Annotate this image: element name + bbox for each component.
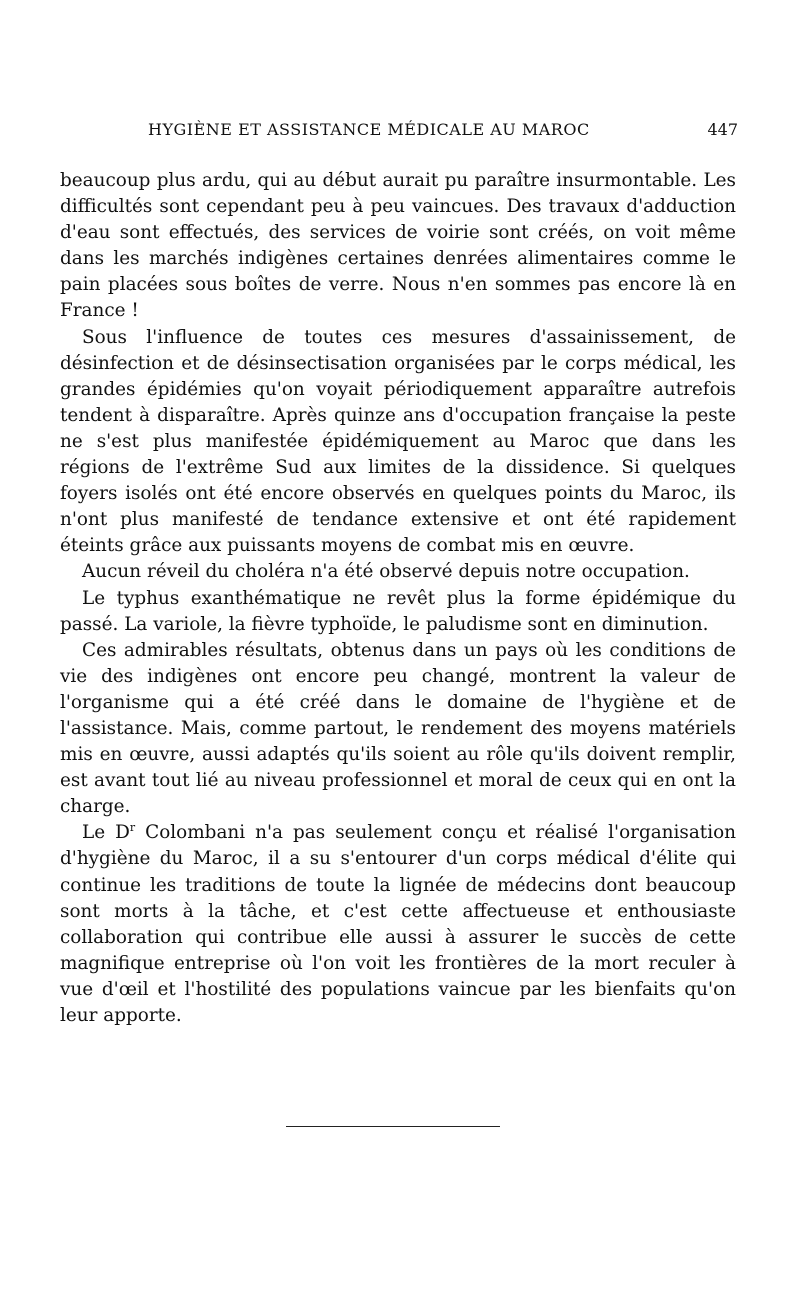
body-text xyxy=(60,168,736,1029)
paragraph-colombani-rest: Colombani n'a pas seulement conçu et réalisé l'organisation d'hygiène du Maroc, il a su s'entourer d'un corps médical d'élite qui continue les traditions de toute la lignée de médecins dont beaucoup sont morts à la tâche, et c'est cette affectueuse et enthousiaste collaboration qui contribue elle aussi à assurer le succès de cette magnifique entreprise où l'on voit les frontières de la mort reculer à vue d'œil et l'hostilité des populations vaincue par les bienfaits qu'on leur apporte. xyxy=(60,822,736,1026)
paragraph-typhus: Le typhus exanthématique ne revêt plus la forme épidémique du passé. La variole, la fièvre typhoïde, le paludisme sont en diminution. xyxy=(60,587,736,635)
paragraph-colombani xyxy=(60,820,736,1029)
paragraph-continuation: beaucoup plus ardu, qui au début aurait pu paraître insurmontable. Les difficultés sont cependant peu à peu vaincues. Des travaux d'adduction d'eau sont effectués, des services de voirie sont créés, on voit même dans les marchés indigènes certaines denrées alimentaires comme le pain placées sous boîtes de verre. Nous n'en sommes pas encore là en France ! xyxy=(60,170,736,322)
running-header xyxy=(60,120,740,144)
doctor-superscript: r xyxy=(129,821,136,835)
paragraph-cholera: Aucun réveil du choléra n'a été observé depuis notre occupation. xyxy=(82,561,690,583)
paragraph-results: Ces admirables résultats, obtenus dans un pays où les conditions de vie des indigènes ont encore peu changé, montrent la valeur de l'organisme qui a été créé dans le domaine de l'hygiène et de l'assistance. Mais, comme partout, le rendement des moyens matériels mis en œuvre, aussi adaptés qu'ils soient au rôle qu'ils doivent remplir, est avant tout lié au niveau professionnel et moral de ceux qui en ont la charge. xyxy=(60,639,736,818)
page-number: 447 xyxy=(707,120,738,139)
running-title: HYGIÈNE ET ASSISTANCE MÉDICALE AU MAROC xyxy=(148,120,590,139)
paragraph-epidemics: Sous l'influence de toutes ces mesures d'assainissement, de désinfection et de désinsectisation organisées par le corps médical, les grandes épidémies qu'on voyait périodiquement apparaître autrefois tendent à disparaître. Après quinze ans d'occupation française la peste ne s'est plus manifestée épidémiquement au Maroc que dans les régions de l'extrême Sud aux limites de la dissidence. Si quelques foyers isolés ont été encore observés en quelques points du Maroc, ils n'ont plus manifesté de tendance extensive et ont été rapidement éteints grâce aux puissants moyens de combat mis en œuvre. xyxy=(60,326,736,557)
end-of-chapter-rule xyxy=(286,1126,500,1127)
paragraph-colombani-start: Le D xyxy=(82,822,130,844)
